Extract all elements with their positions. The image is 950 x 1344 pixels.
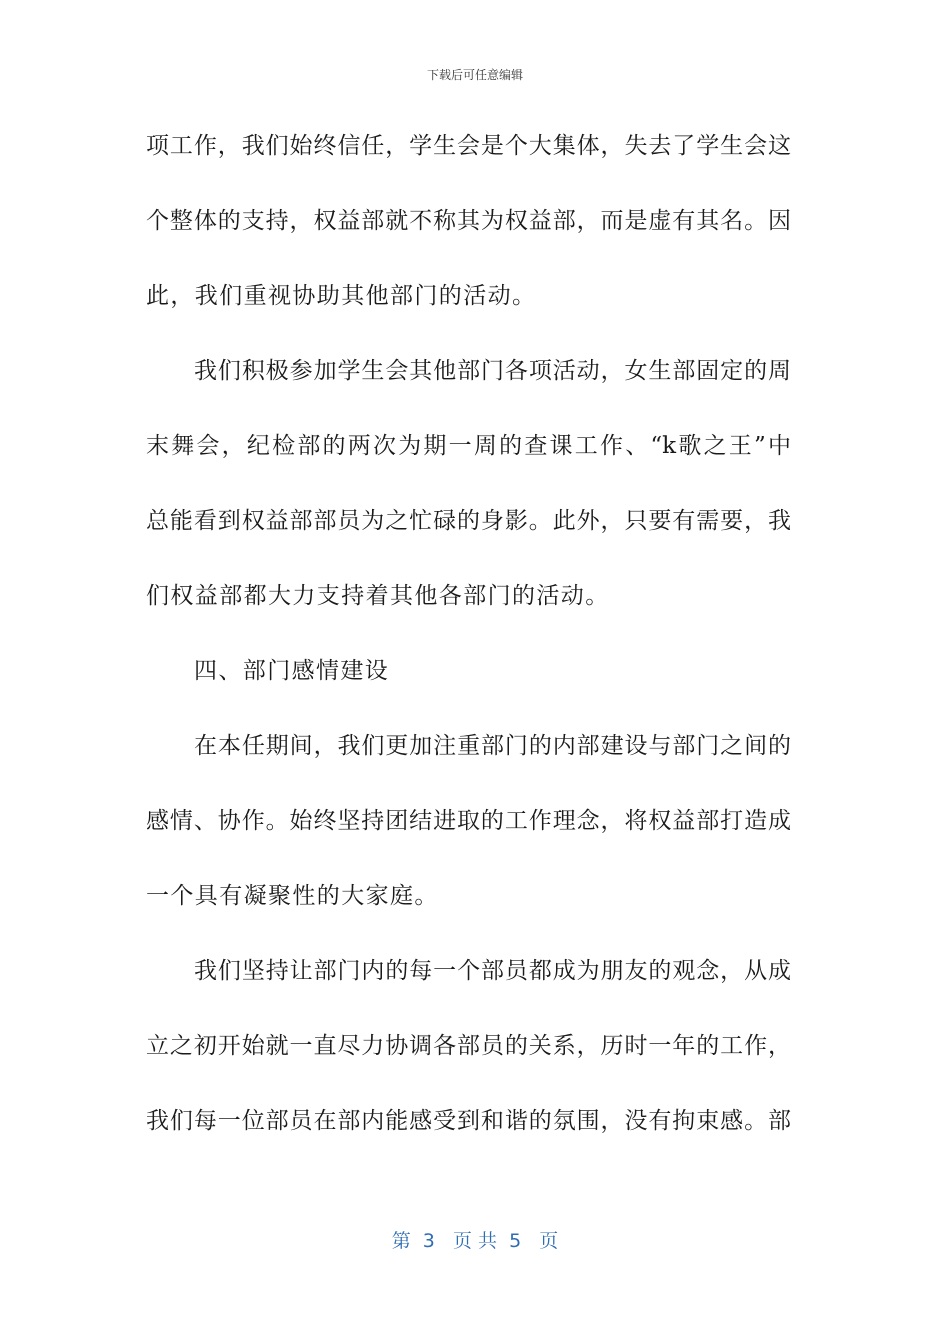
- body-line: 个整体的支持，权益部就不称其为权益部，而是虚有其名。因: [146, 208, 791, 234]
- body-line: 们权益部都大力支持着其他各部门的活动。: [146, 583, 610, 609]
- section-heading: 四、部门感情建设: [194, 658, 390, 684]
- body-line: 末舞会，纪检部的两次为期一周的查课工作、“k歌之王”中: [146, 433, 791, 459]
- body-line: 此，我们重视协助其他部门的活动。: [146, 283, 537, 309]
- body-line: 一个具有凝聚性的大家庭。: [146, 883, 439, 909]
- body-line: 立之初开始就一直尽力协调各部员的关系，历时一年的工作，: [146, 1033, 791, 1059]
- body-line: 我们积极参加学生会其他部门各项活动，女生部固定的周: [194, 358, 791, 384]
- header-note: 下载后可任意编辑: [426, 68, 523, 82]
- page-number: 第 3 页 共 5 页: [391, 1230, 559, 1252]
- body-line: 感情、协作。始终坚持团结进取的工作理念，将权益部打造成: [146, 808, 791, 834]
- body-line: 总能看到权益部部员为之忙碌的身影。此外，只要有需要，我: [146, 508, 791, 534]
- body-line: 我们每一位部员在部内能感受到和谐的氛围，没有拘束感。部: [146, 1108, 791, 1134]
- body-line: 我们坚持让部门内的每一个部员都成为朋友的观念，从成: [194, 958, 791, 984]
- body-line: 在本任期间，我们更加注重部门的内部建设与部门之间的: [194, 733, 791, 759]
- body-line: 项工作，我们始终信任，学生会是个大集体，失去了学生会这: [146, 133, 791, 159]
